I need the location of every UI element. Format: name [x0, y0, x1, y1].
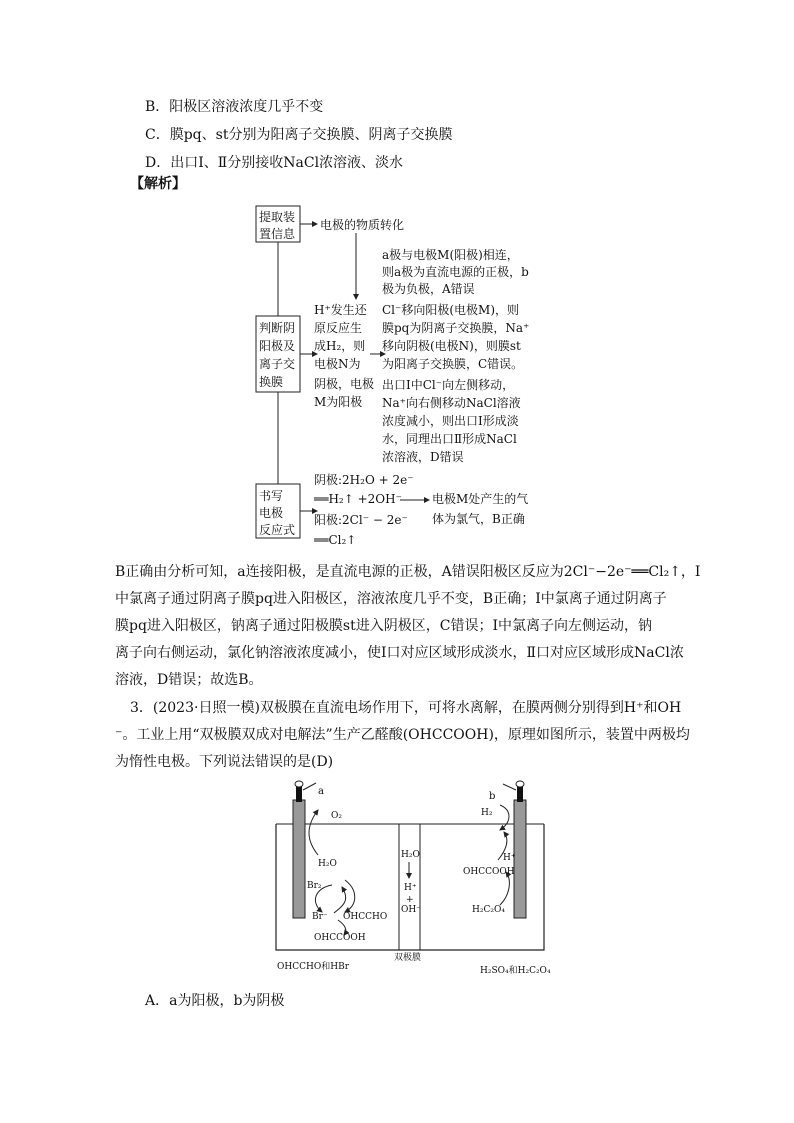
question-line: 3．(2023·日照一模)双极膜在直流电场作用下，可将水离解，在膜两侧分别得到H⁺和OH [130, 700, 682, 716]
box2-line2: 阳极及 [259, 339, 296, 353]
option-d: D．出口Ⅰ、Ⅱ分别接收NaCl浓溶液、淡水 [145, 155, 404, 171]
eq-line2: ══H₂↑ +2OH⁻ [314, 492, 402, 506]
eq-line1: 阴极:2H₂O + 2e⁻ [314, 473, 414, 487]
box1-line2: 置信息 [259, 227, 296, 241]
box1-arrow-text: 电极的物质转化 [320, 218, 405, 232]
electrode-a [293, 800, 305, 918]
label-h2c2o4: H₂C₂O₄ [472, 905, 505, 915]
label-ohccooh-right: OHCCOOH [463, 867, 515, 877]
caption-mid: 双极膜 [394, 953, 422, 963]
label-br2: Br₂ [307, 881, 322, 891]
option-c: C．膜pq、st分别为阳离子交换膜、阴离子交换膜 [145, 127, 453, 143]
right-line1: a极与电极M(阳极)相连， [382, 248, 519, 262]
eq-line4: ══Cl₂↑ [314, 533, 357, 547]
box3-line3: 反应式 [259, 523, 296, 537]
right-line6: 移向阴极(电极N)，则膜st [382, 339, 521, 353]
explanation-line: 离子向右侧运动，氯化钠溶液浓度减小，使Ⅰ口对应区域形成淡水，Ⅱ口对应区域形成NaCl浓 [115, 645, 684, 661]
box2-line4: 换膜 [259, 375, 284, 389]
question-line: ⁻。工业上用“双极膜双成对电解法”生产乙醛酸(OHCCOOH)，原理如图所示，装置中两极均 [115, 727, 690, 743]
explanation-line: 中氯离子通过阴离子膜pq进入阳极区，溶液浓度几乎不变，B正确；Ⅰ中氯离子通过阴离子 [115, 591, 667, 607]
right-line11: 水，同理出口Ⅱ形成NaCl [382, 432, 517, 446]
right-line5: 膜pq为阴离子交换膜，Na⁺ [382, 321, 530, 335]
right-line8: 出口Ⅰ中Cl⁻向左侧移动， [382, 378, 515, 392]
label-h2: H₂ [481, 808, 493, 818]
right-line3: 极为负极，A错误 [382, 282, 475, 296]
mid-line3: 成H₂，则 [314, 339, 366, 353]
label-mem-h: H⁺ [404, 883, 417, 893]
box3-line1: 书写 [259, 489, 284, 503]
caption-right: H₂SO₄和H₂C₂O₄ [480, 966, 551, 976]
electrode-b [514, 800, 526, 918]
label-h-right: H⁺ [503, 853, 516, 863]
label-ohccooh-left: OHCCOOH [314, 933, 366, 943]
label-ohccho: OHCCHO [343, 912, 388, 922]
label-mem-h2o: H₂O [401, 850, 420, 860]
label-h2o-left: H₂O [318, 859, 337, 869]
analysis-label: 【解析】 [130, 176, 186, 192]
right-line7: 为阳离子交换膜，C错误。 [382, 357, 524, 371]
label-o2: O₂ [331, 811, 342, 821]
mid-line1: H⁺发生还 [314, 303, 367, 317]
question-line: 为惰性电极。下列说法错误的是(D) [115, 754, 334, 770]
eq-result-line2: 体为氯气，B正确 [432, 512, 525, 526]
option-a: A．a为阳极，b为阴极 [145, 993, 285, 1009]
label-mem-oh: OH⁻ [401, 905, 421, 915]
right-line12: 浓溶液，D错误 [382, 450, 464, 464]
mid-line6: M为阳极 [314, 395, 363, 409]
option-b: B．阳极区溶液浓度几乎不变 [145, 99, 324, 115]
explanation-line: B正确由分析可知，a连接阳极，是直流电源的正极，A错误阳极区反应为2Cl⁻−2e⁻══Cl₂↑，Ⅰ [115, 564, 701, 580]
right-line9: Na⁺向右侧移动NaCl溶液 [382, 396, 521, 410]
label-br-minus: Br⁻ [312, 912, 328, 922]
box2-line1: 判断阴 [259, 321, 296, 335]
caption-left: OHCCHO和HBr [277, 962, 349, 972]
box2-line3: 离子交 [259, 357, 296, 371]
mid-line4: 电极N为 [314, 357, 361, 371]
label-a: a [318, 786, 324, 797]
mid-line2: 原反应生 [314, 321, 363, 335]
box1-line1: 提取装 [259, 210, 296, 224]
explanation-line: 膜pq进入阳极区，钠离子通过阳极膜st进入阴极区，C错误；Ⅰ中氯离子向左侧运动，钠 [115, 618, 652, 634]
electrode-b-terminal [517, 786, 523, 802]
explanation-line: 溶液，D错误；故选B。 [115, 672, 263, 688]
eq-line3: 阳极:2Cl⁻ − 2e⁻ [314, 513, 408, 527]
mid-line5: 阴极，电极 [314, 377, 375, 391]
eq-result-line1: 电极M处产生的气 [432, 492, 529, 506]
right-line2: 则a极为直流电源的正极，b [382, 265, 529, 279]
box3-line2: 电极 [259, 506, 284, 520]
label-mem-plus: + [406, 895, 414, 905]
right-line10: 浓度减小，则出口Ⅰ形成淡 [382, 414, 519, 428]
electrode-a-terminal [296, 786, 302, 802]
right-line4: Cl⁻移向阳极(电极M)，则 [382, 303, 520, 317]
label-b: b [489, 791, 496, 802]
